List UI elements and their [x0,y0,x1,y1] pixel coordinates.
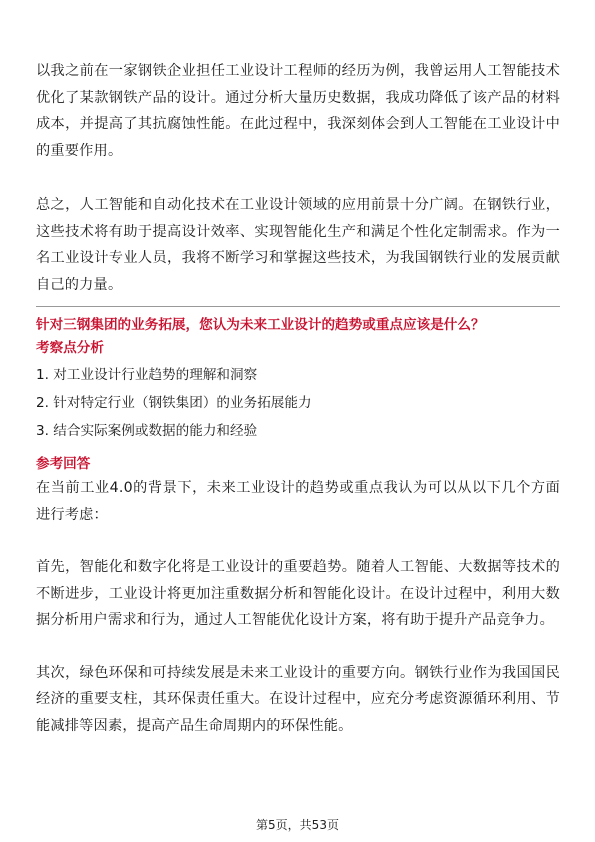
document-page [36,58,560,739]
answer-intro: 在当前工业4.0的背景下，未来工业设计的趋势或重点我认为可以从以下几个方面进行考虑： [36,480,560,523]
analysis-title: 考察点分析 [36,340,104,356]
section-divider [36,306,560,307]
paragraph-experience: 以我之前在一家钢铁企业担任工业设计工程师的经历为例，我曾运用人工智能技术优化了某款钢铁产品的设计。通过分析大量历史数据，我成功降低了该产品的材料成本，并提高了其抗腐蚀性能。在此过程中，我深刻体会到人工智能在工业设计中的重要作用。 [36,63,560,159]
answer-title: 参考回答 [36,456,91,472]
answer-paragraph-first: 首先，智能化和数字化将是工业设计的重要趋势。随着人工智能、大数据等技术的不断进步，工业设计将更加注重数据分析和智能化设计。在设计过程中，利用大数据分析用户需求和行为，通过人工智能优化设计方案，将有助于提升产品竞争力。 [36,559,560,628]
paragraph-summary: 总之，人工智能和自动化技术在工业设计领域的应用前景十分广阔。在钢铁行业，这些技术将有助于提高设计效率、实现智能化生产和满足个性化定制需求。作为一名工业设计专业人员，我将不断学习和掌握这些技术，为我国钢铁行业的发展贡献自己的力量。 [36,197,560,293]
question-heading: 针对三钢集团的业务拓展，您认为未来工业设计的趋势或重点应该是什么？ [36,317,485,333]
answer-paragraph-second: 其次，绿色环保和可持续发展是未来工业设计的重要方向。钢铁行业作为我国国民经济的重要支柱，其环保责任重大。在设计过程中，应充分考虑资源循环利用、节能减排等因素，提高产品生命周期内的环保性能。 [36,664,560,734]
list-item: 3. 结合实际案例或数据的能力和经验 [36,423,258,439]
analysis-list [36,361,560,445]
list-item: 1. 对工业设计行业趋势的理解和洞察 [36,367,258,383]
list-item: 2. 针对特定行业（钢铁集团）的业务拓展能力 [36,395,312,411]
page-footer: 第5页，共53页 [256,818,339,832]
